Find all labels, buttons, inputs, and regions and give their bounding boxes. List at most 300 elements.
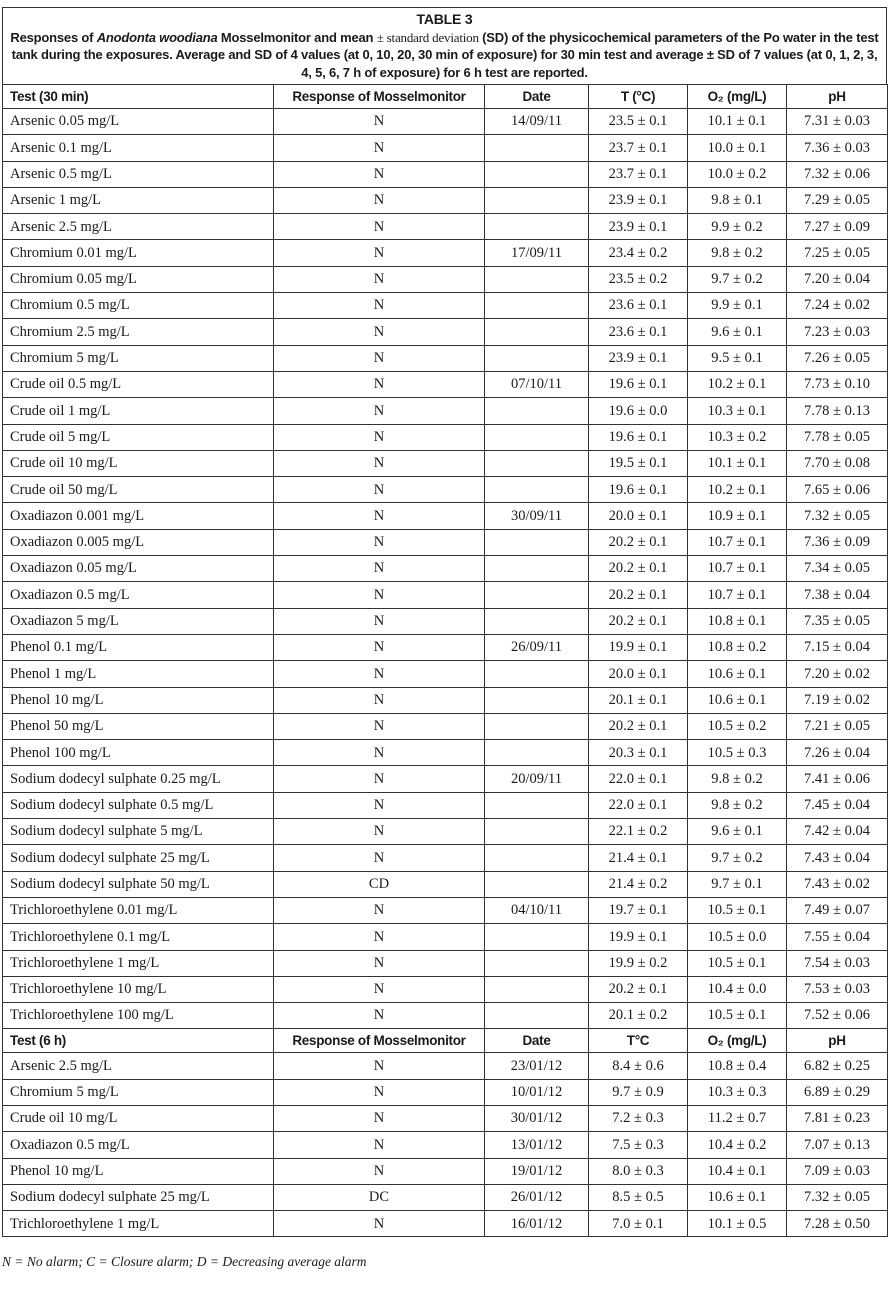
cell-ph: 7.28 ± 0.50 [787, 1211, 888, 1237]
cell-date [485, 450, 589, 476]
table-row [3, 1158, 888, 1184]
cell-ph: 7.55 ± 0.04 [787, 924, 888, 950]
cell-test: Oxadiazon 0.001 mg/L [3, 503, 274, 529]
cell-test: Chromium 2.5 mg/L [3, 319, 274, 345]
cell-test: Crude oil 1 mg/L [3, 398, 274, 424]
cell-ph: 7.43 ± 0.04 [787, 845, 888, 871]
cell-oxygen: 10.6 ± 0.1 [688, 661, 787, 687]
cell-test: Phenol 0.1 mg/L [3, 634, 274, 660]
cell-test: Trichloroethylene 0.01 mg/L [3, 897, 274, 923]
cell-oxygen: 10.5 ± 0.3 [688, 740, 787, 766]
cell-test: Chromium 5 mg/L [3, 345, 274, 371]
table-row [3, 950, 888, 976]
table-row [3, 214, 888, 240]
cell-date: 14/09/11 [485, 109, 589, 135]
cell-date [485, 319, 589, 345]
cell-temperature: 20.2 ± 0.1 [589, 582, 688, 608]
table-row [3, 319, 888, 345]
table-row [3, 1211, 888, 1237]
table-row [3, 135, 888, 161]
cell-ph: 7.21 ± 0.05 [787, 713, 888, 739]
cell-oxygen: 10.2 ± 0.1 [688, 477, 787, 503]
cell-temperature: 19.6 ± 0.0 [589, 398, 688, 424]
cell-oxygen: 9.8 ± 0.2 [688, 766, 787, 792]
table-row [3, 503, 888, 529]
cell-temperature: 23.6 ± 0.1 [589, 319, 688, 345]
cell-ph: 7.78 ± 0.05 [787, 424, 888, 450]
cell-test: Chromium 0.05 mg/L [3, 266, 274, 292]
cell-response: N [274, 634, 485, 660]
cell-response: N [274, 1132, 485, 1158]
cell-oxygen: 9.8 ± 0.2 [688, 240, 787, 266]
cell-date: 30/01/12 [485, 1105, 589, 1131]
cell-test: Oxadiazon 0.05 mg/L [3, 556, 274, 582]
table-row [3, 819, 888, 845]
cell-test: Arsenic 2.5 mg/L [3, 1053, 274, 1079]
cell-temperature: 20.2 ± 0.1 [589, 529, 688, 555]
table-row [3, 897, 888, 923]
cell-temperature: 7.2 ± 0.3 [589, 1105, 688, 1131]
cell-test: Trichloroethylene 10 mg/L [3, 976, 274, 1002]
cell-temperature: 9.7 ± 0.9 [589, 1079, 688, 1105]
table-row [3, 556, 888, 582]
cell-response: N [274, 582, 485, 608]
table-row [3, 293, 888, 319]
cell-response: N [274, 1158, 485, 1184]
cell-date [485, 740, 589, 766]
cell-response: CD [274, 871, 485, 897]
cell-date: 16/01/12 [485, 1211, 589, 1237]
cell-oxygen: 9.6 ± 0.1 [688, 319, 787, 345]
column-header-temperature: T (°C) [589, 85, 688, 109]
cell-oxygen: 10.5 ± 0.2 [688, 713, 787, 739]
header-row [3, 1029, 888, 1053]
cell-test: Sodium dodecyl sulphate 5 mg/L [3, 819, 274, 845]
caption-text: ± standard deviation [376, 29, 479, 45]
cell-ph: 7.53 ± 0.03 [787, 976, 888, 1002]
cell-ph: 7.45 ± 0.04 [787, 792, 888, 818]
cell-date [485, 214, 589, 240]
cell-ph: 7.20 ± 0.02 [787, 661, 888, 687]
cell-temperature: 20.0 ± 0.1 [589, 503, 688, 529]
cell-date [485, 161, 589, 187]
caption-text: (SD) of the physicochemical parameters of the Po water in the test tank during the exposures. Average and SD of 4 values (at 0, 10, 20, 30 min of exposure) for 30 min test and average ± SD of 7 values (at 0, 1, 2, 3, 4, 5, 6, 7 h of exposure) for 6 h test are reported. [11, 29, 879, 80]
table-row [3, 976, 888, 1002]
cell-ph: 7.32 ± 0.06 [787, 161, 888, 187]
cell-oxygen: 10.4 ± 0.0 [688, 976, 787, 1002]
cell-oxygen: 9.7 ± 0.1 [688, 871, 787, 897]
cell-temperature: 19.9 ± 0.1 [589, 634, 688, 660]
cell-ph: 7.25 ± 0.05 [787, 240, 888, 266]
cell-test: Arsenic 0.05 mg/L [3, 109, 274, 135]
cell-date [485, 266, 589, 292]
cell-oxygen: 10.9 ± 0.1 [688, 503, 787, 529]
cell-response: N [274, 161, 485, 187]
cell-oxygen: 10.0 ± 0.1 [688, 135, 787, 161]
table-row [3, 1053, 888, 1079]
cell-ph: 7.41 ± 0.06 [787, 766, 888, 792]
cell-temperature: 7.5 ± 0.3 [589, 1132, 688, 1158]
column-header-test: Test (30 min) [3, 85, 274, 109]
cell-response: N [274, 293, 485, 319]
cell-response: N [274, 240, 485, 266]
column-header-date: Date [485, 1029, 589, 1053]
cell-oxygen: 10.4 ± 0.1 [688, 1158, 787, 1184]
cell-oxygen: 10.2 ± 0.1 [688, 371, 787, 397]
cell-test: Sodium dodecyl sulphate 0.5 mg/L [3, 792, 274, 818]
cell-date: 13/01/12 [485, 1132, 589, 1158]
cell-test: Phenol 100 mg/L [3, 740, 274, 766]
cell-temperature: 19.9 ± 0.1 [589, 924, 688, 950]
cell-oxygen: 10.5 ± 0.1 [688, 950, 787, 976]
table-row [3, 871, 888, 897]
cell-temperature: 8.5 ± 0.5 [589, 1184, 688, 1210]
cell-temperature: 7.0 ± 0.1 [589, 1211, 688, 1237]
cell-temperature: 19.6 ± 0.1 [589, 371, 688, 397]
table-row [3, 450, 888, 476]
cell-test: Crude oil 0.5 mg/L [3, 371, 274, 397]
cell-test: Crude oil 5 mg/L [3, 424, 274, 450]
cell-date [485, 661, 589, 687]
cell-ph: 7.23 ± 0.03 [787, 319, 888, 345]
cell-date: 23/01/12 [485, 1053, 589, 1079]
cell-temperature: 23.7 ± 0.1 [589, 161, 688, 187]
table-row [3, 529, 888, 555]
cell-test: Oxadiazon 0.5 mg/L [3, 1132, 274, 1158]
cell-date: 07/10/11 [485, 371, 589, 397]
table-row [3, 582, 888, 608]
cell-response: N [274, 503, 485, 529]
cell-oxygen: 10.7 ± 0.1 [688, 582, 787, 608]
cell-date [485, 687, 589, 713]
cell-ph: 7.34 ± 0.05 [787, 556, 888, 582]
cell-temperature: 19.5 ± 0.1 [589, 450, 688, 476]
header-row [3, 85, 888, 109]
cell-temperature: 20.3 ± 0.1 [589, 740, 688, 766]
table-title: TABLE 3 [416, 11, 473, 27]
cell-date: 20/09/11 [485, 766, 589, 792]
cell-temperature: 23.6 ± 0.1 [589, 293, 688, 319]
cell-test: Arsenic 0.5 mg/L [3, 161, 274, 187]
cell-test: Arsenic 2.5 mg/L [3, 214, 274, 240]
cell-temperature: 22.1 ± 0.2 [589, 819, 688, 845]
cell-temperature: 20.0 ± 0.1 [589, 661, 688, 687]
cell-temperature: 20.1 ± 0.1 [589, 687, 688, 713]
cell-date: 10/01/12 [485, 1079, 589, 1105]
table-row [3, 398, 888, 424]
cell-date: 26/09/11 [485, 634, 589, 660]
cell-ph: 7.20 ± 0.04 [787, 266, 888, 292]
table-row [3, 1132, 888, 1158]
cell-test: Phenol 1 mg/L [3, 661, 274, 687]
cell-response: DC [274, 1184, 485, 1210]
cell-test: Sodium dodecyl sulphate 25 mg/L [3, 845, 274, 871]
table-description [9, 29, 880, 82]
cell-date [485, 556, 589, 582]
cell-oxygen: 10.6 ± 0.1 [688, 1184, 787, 1210]
cell-test: Crude oil 10 mg/L [3, 1105, 274, 1131]
cell-response: N [274, 266, 485, 292]
cell-response: N [274, 766, 485, 792]
cell-date [485, 135, 589, 161]
table-caption [2, 7, 887, 84]
cell-ph: 7.65 ± 0.06 [787, 477, 888, 503]
caption-text: Responses of [10, 29, 97, 45]
cell-ph: 7.70 ± 0.08 [787, 450, 888, 476]
cell-temperature: 21.4 ± 0.1 [589, 845, 688, 871]
table-row [3, 661, 888, 687]
table-row [3, 109, 888, 135]
cell-response: N [274, 792, 485, 818]
cell-response: N [274, 1003, 485, 1029]
cell-temperature: 22.0 ± 0.1 [589, 792, 688, 818]
table-row [3, 687, 888, 713]
cell-oxygen: 10.4 ± 0.2 [688, 1132, 787, 1158]
cell-date [485, 477, 589, 503]
column-header-ph: pH [787, 85, 888, 109]
cell-date: 04/10/11 [485, 897, 589, 923]
cell-ph: 7.24 ± 0.02 [787, 293, 888, 319]
cell-oxygen: 11.2 ± 0.7 [688, 1105, 787, 1131]
cell-ph: 7.49 ± 0.07 [787, 897, 888, 923]
cell-ph: 7.27 ± 0.09 [787, 214, 888, 240]
cell-oxygen: 10.3 ± 0.2 [688, 424, 787, 450]
cell-response: N [274, 135, 485, 161]
cell-test: Trichloroethylene 1 mg/L [3, 950, 274, 976]
table-row [3, 1184, 888, 1210]
cell-response: N [274, 109, 485, 135]
cell-test: Chromium 0.5 mg/L [3, 293, 274, 319]
cell-date [485, 950, 589, 976]
cell-temperature: 23.9 ± 0.1 [589, 187, 688, 213]
cell-ph: 7.81 ± 0.23 [787, 1105, 888, 1131]
caption-species: Anodonta woodiana [96, 29, 218, 45]
cell-test: Trichloroethylene 1 mg/L [3, 1211, 274, 1237]
cell-oxygen: 9.9 ± 0.1 [688, 293, 787, 319]
cell-test: Trichloroethylene 0.1 mg/L [3, 924, 274, 950]
cell-date: 26/01/12 [485, 1184, 589, 1210]
column-header-temperature: T°C [589, 1029, 688, 1053]
cell-response: N [274, 424, 485, 450]
cell-temperature: 19.6 ± 0.1 [589, 424, 688, 450]
cell-response: N [274, 187, 485, 213]
cell-ph: 7.38 ± 0.04 [787, 582, 888, 608]
cell-temperature: 8.4 ± 0.6 [589, 1053, 688, 1079]
data-table [2, 84, 888, 1237]
cell-response: N [274, 740, 485, 766]
table-row [3, 161, 888, 187]
cell-response: N [274, 319, 485, 345]
cell-response: N [274, 950, 485, 976]
cell-test: Arsenic 1 mg/L [3, 187, 274, 213]
cell-temperature: 22.0 ± 0.1 [589, 766, 688, 792]
cell-response: N [274, 214, 485, 240]
cell-temperature: 20.2 ± 0.1 [589, 608, 688, 634]
cell-test: Phenol 50 mg/L [3, 713, 274, 739]
cell-oxygen: 9.7 ± 0.2 [688, 266, 787, 292]
cell-ph: 7.26 ± 0.04 [787, 740, 888, 766]
cell-response: N [274, 345, 485, 371]
table-row [3, 371, 888, 397]
table-row [3, 713, 888, 739]
table-row [3, 266, 888, 292]
cell-temperature: 21.4 ± 0.2 [589, 871, 688, 897]
table-row [3, 792, 888, 818]
cell-response: N [274, 529, 485, 555]
caption-text: Mosselmonitor and mean [217, 29, 377, 45]
column-header-response: Response of Mosselmonitor [274, 85, 485, 109]
cell-ph: 7.36 ± 0.03 [787, 135, 888, 161]
cell-test: Phenol 10 mg/L [3, 687, 274, 713]
cell-date [485, 819, 589, 845]
table-row [3, 924, 888, 950]
cell-oxygen: 10.5 ± 0.0 [688, 924, 787, 950]
cell-response: N [274, 477, 485, 503]
cell-ph: 6.82 ± 0.25 [787, 1053, 888, 1079]
column-header-ph: pH [787, 1029, 888, 1053]
cell-temperature: 19.7 ± 0.1 [589, 897, 688, 923]
cell-oxygen: 10.7 ± 0.1 [688, 556, 787, 582]
table-row [3, 634, 888, 660]
cell-test: Oxadiazon 5 mg/L [3, 608, 274, 634]
cell-ph: 7.78 ± 0.13 [787, 398, 888, 424]
cell-test: Chromium 5 mg/L [3, 1079, 274, 1105]
table-row [3, 240, 888, 266]
column-header-response: Response of Mosselmonitor [274, 1029, 485, 1053]
cell-ph: 7.54 ± 0.03 [787, 950, 888, 976]
cell-ph: 7.19 ± 0.02 [787, 687, 888, 713]
cell-test: Sodium dodecyl sulphate 0.25 mg/L [3, 766, 274, 792]
cell-response: N [274, 1079, 485, 1105]
cell-test: Phenol 10 mg/L [3, 1158, 274, 1184]
cell-date: 17/09/11 [485, 240, 589, 266]
cell-temperature: 20.2 ± 0.1 [589, 713, 688, 739]
cell-date [485, 398, 589, 424]
cell-ph: 7.31 ± 0.03 [787, 109, 888, 135]
cell-response: N [274, 845, 485, 871]
cell-test: Sodium dodecyl sulphate 25 mg/L [3, 1184, 274, 1210]
cell-temperature: 19.9 ± 0.2 [589, 950, 688, 976]
table-container [2, 7, 887, 1237]
cell-oxygen: 10.7 ± 0.1 [688, 529, 787, 555]
cell-response: N [274, 1053, 485, 1079]
cell-temperature: 23.9 ± 0.1 [589, 345, 688, 371]
table-row [3, 608, 888, 634]
cell-date: 30/09/11 [485, 503, 589, 529]
table-row [3, 766, 888, 792]
cell-date [485, 608, 589, 634]
cell-response: N [274, 608, 485, 634]
cell-date [485, 187, 589, 213]
cell-date [485, 424, 589, 450]
cell-oxygen: 10.5 ± 0.1 [688, 897, 787, 923]
cell-oxygen: 10.1 ± 0.1 [688, 109, 787, 135]
cell-temperature: 8.0 ± 0.3 [589, 1158, 688, 1184]
cell-response: N [274, 450, 485, 476]
column-header-date: Date [485, 85, 589, 109]
cell-ph: 7.09 ± 0.03 [787, 1158, 888, 1184]
cell-temperature: 19.6 ± 0.1 [589, 477, 688, 503]
cell-date [485, 582, 589, 608]
cell-test: Crude oil 10 mg/L [3, 450, 274, 476]
column-header-oxygen: O₂ (mg/L) [688, 1029, 787, 1053]
cell-ph: 7.35 ± 0.05 [787, 608, 888, 634]
cell-ph: 7.32 ± 0.05 [787, 1184, 888, 1210]
column-header-oxygen: O₂ (mg/L) [688, 85, 787, 109]
footnote: N = No alarm; C = Closure alarm; D = Decreasing average alarm [2, 1254, 367, 1269]
cell-response: N [274, 556, 485, 582]
cell-response: N [274, 1105, 485, 1131]
cell-test: Trichloroethylene 100 mg/L [3, 1003, 274, 1029]
cell-oxygen: 10.3 ± 0.3 [688, 1079, 787, 1105]
cell-date [485, 713, 589, 739]
cell-ph: 7.15 ± 0.04 [787, 634, 888, 660]
cell-oxygen: 10.8 ± 0.4 [688, 1053, 787, 1079]
cell-ph: 7.73 ± 0.10 [787, 371, 888, 397]
cell-temperature: 20.2 ± 0.1 [589, 976, 688, 1002]
table-row [3, 187, 888, 213]
table-row [3, 1105, 888, 1131]
table-row [3, 424, 888, 450]
cell-oxygen: 9.7 ± 0.2 [688, 845, 787, 871]
table-row [3, 845, 888, 871]
cell-oxygen: 10.0 ± 0.2 [688, 161, 787, 187]
cell-oxygen: 10.1 ± 0.5 [688, 1211, 787, 1237]
cell-temperature: 23.5 ± 0.1 [589, 109, 688, 135]
column-header-test: Test (6 h) [3, 1029, 274, 1053]
cell-temperature: 20.1 ± 0.2 [589, 1003, 688, 1029]
cell-test: Arsenic 0.1 mg/L [3, 135, 274, 161]
cell-date: 19/01/12 [485, 1158, 589, 1184]
cell-oxygen: 10.5 ± 0.1 [688, 1003, 787, 1029]
cell-ph: 7.52 ± 0.06 [787, 1003, 888, 1029]
cell-date [485, 792, 589, 818]
cell-date [485, 845, 589, 871]
cell-ph: 7.07 ± 0.13 [787, 1132, 888, 1158]
cell-oxygen: 10.8 ± 0.1 [688, 608, 787, 634]
cell-ph: 7.26 ± 0.05 [787, 345, 888, 371]
cell-response: N [274, 687, 485, 713]
cell-date [485, 1003, 589, 1029]
cell-date [485, 345, 589, 371]
cell-response: N [274, 661, 485, 687]
cell-response: N [274, 819, 485, 845]
table-row [3, 477, 888, 503]
cell-oxygen: 9.6 ± 0.1 [688, 819, 787, 845]
cell-response: N [274, 924, 485, 950]
cell-date [485, 976, 589, 1002]
cell-date [485, 871, 589, 897]
cell-ph: 7.36 ± 0.09 [787, 529, 888, 555]
cell-response: N [274, 371, 485, 397]
cell-temperature: 23.9 ± 0.1 [589, 214, 688, 240]
cell-test: Oxadiazon 0.005 mg/L [3, 529, 274, 555]
table-row [3, 1079, 888, 1105]
cell-ph: 6.89 ± 0.29 [787, 1079, 888, 1105]
cell-oxygen: 9.9 ± 0.2 [688, 214, 787, 240]
cell-test: Chromium 0.01 mg/L [3, 240, 274, 266]
cell-temperature: 23.5 ± 0.2 [589, 266, 688, 292]
cell-response: N [274, 976, 485, 1002]
cell-response: N [274, 897, 485, 923]
cell-date [485, 293, 589, 319]
cell-response: N [274, 1211, 485, 1237]
cell-oxygen: 10.3 ± 0.1 [688, 398, 787, 424]
cell-oxygen: 10.8 ± 0.2 [688, 634, 787, 660]
cell-test: Sodium dodecyl sulphate 50 mg/L [3, 871, 274, 897]
cell-temperature: 23.7 ± 0.1 [589, 135, 688, 161]
cell-oxygen: 10.1 ± 0.1 [688, 450, 787, 476]
